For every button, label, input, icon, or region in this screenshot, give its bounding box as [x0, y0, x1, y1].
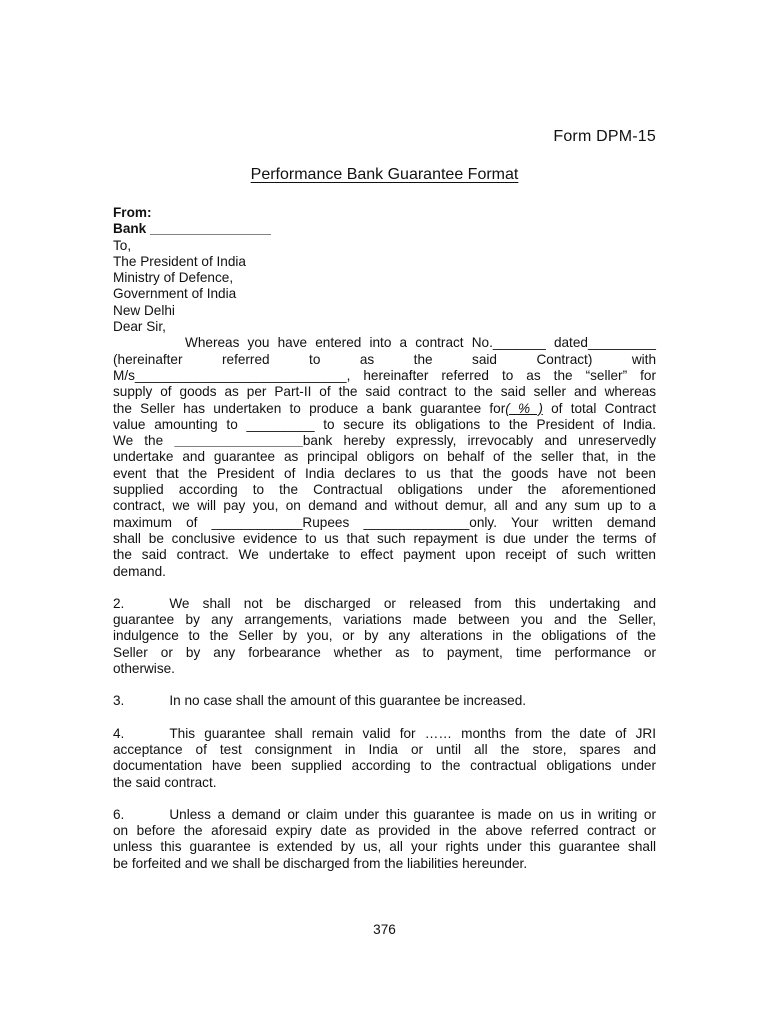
addressee-line: Ministry of Defence, — [113, 270, 234, 286]
paragraph-line: on before the aforesaid expiry date as provided in the above referred contract or — [113, 823, 656, 839]
paragraph-4 — [113, 726, 656, 791]
paragraph-line: (hereinafter referred to as the said Contract) with — [113, 351, 656, 367]
paragraph-line: the said contract. — [113, 774, 217, 790]
paragraph-line — [113, 433, 656, 449]
paragraph-line: demand. — [113, 563, 166, 579]
to-label: To, — [113, 237, 132, 253]
paragraph-line: unless this guarantee is extended by us, all your rights under this guarantee shall — [113, 839, 656, 855]
paragraph-3 — [113, 693, 656, 709]
document-title — [113, 167, 656, 183]
paragraph-line: the said contract. We undertake to effect payment upon receipt of such written — [113, 547, 656, 563]
addressee-line: New Delhi — [113, 302, 175, 318]
paragraph-6 — [113, 807, 656, 872]
paragraph-line: maximum of ____________Rupees ______________only. Your written demand — [113, 514, 656, 530]
paragraph-number: 4. — [113, 725, 125, 741]
paragraph-line-text: This guarantee shall remain valid for …… months from the date of JRI — [169, 725, 656, 741]
paragraph-line: event that the President of India declares to us that the goods have not been — [113, 465, 656, 481]
paragraph-line: be forfeited and we shall be discharged from the liabilities hereunder. — [113, 855, 528, 871]
addressee-line: Government of India — [113, 286, 237, 302]
paragraph-line-text: Unless a demand or claim under this guarantee is made on us in writing or — [169, 806, 656, 822]
page-number: 376 — [373, 922, 396, 937]
document-title-text: Performance Bank Guarantee Format — [250, 166, 519, 183]
paragraph-line: documentation have been supplied according to the contractual obligations under — [113, 758, 656, 774]
paragraph-line-text: In no case shall the amount of this guarantee be increased. — [169, 693, 527, 709]
paragraph-line: guarantee by any arrangements, variations made between you and the Seller, — [113, 612, 656, 628]
paragraph-line — [113, 596, 656, 612]
paragraph-line: supply of goods as per Part-II of the said contract to the said seller and whereas — [113, 384, 656, 400]
paragraph-line-text: We the — [113, 433, 175, 449]
paragraph-number: 6. — [113, 806, 125, 822]
paragraph-line: contract, we will pay you, on demand and without demur, all and any sum up to a — [113, 498, 656, 514]
paragraph-line — [113, 726, 656, 742]
bank-name-blank: _________________ — [174, 433, 303, 449]
paragraph-line: Seller or by any forbearance whether as to payment, time performance or — [113, 644, 656, 660]
paragraph-line — [113, 807, 656, 823]
paragraph-line: otherwise. — [113, 661, 175, 677]
paragraph-line: supplied according to the Contractual obligations under the aforementioned — [113, 482, 656, 498]
paragraph-number: 3. — [113, 693, 125, 709]
from-label: From: — [113, 205, 152, 220]
paragraph-2 — [113, 596, 656, 677]
paragraph-line-text: bank hereby expressly, irrevocably and unreservedly — [302, 433, 656, 449]
salutation: Dear Sir, — [113, 319, 166, 335]
bank-line: Bank ________________ — [113, 221, 271, 237]
paragraph-line: acceptance of test consignment in India or until all the store, spares and — [113, 741, 656, 757]
paragraph-line: Whereas you have entered into a contract No._______ dated_________ — [185, 335, 656, 351]
document-page — [113, 0, 656, 1024]
paragraph-line: value amounting to _________ to secure its obligations to the President of India. — [113, 416, 656, 432]
paragraph-1 — [113, 335, 656, 579]
paragraph-line: M/s____________________________, hereinafter referred to as the “seller” for — [113, 367, 656, 383]
form-id: Form DPM-15 — [553, 128, 656, 145]
paragraph-line — [113, 693, 656, 709]
paragraph-line: indulgence to the Seller by you, or by any alterations in the obligations of the — [113, 628, 656, 644]
paragraph-line-text: the Seller has undertaken to produce a bank guarantee for — [113, 400, 506, 416]
addressee-line: The President of India — [113, 253, 246, 269]
paragraph-line: shall be conclusive evidence to us that such repayment is due under the terms of — [113, 530, 656, 546]
paragraph-line-text: We shall not be discharged or released from this undertaking and — [169, 595, 656, 611]
percent-blank: ( % ) — [505, 400, 543, 416]
paragraph-line — [113, 401, 656, 417]
paragraph-number: 2. — [113, 595, 125, 611]
letter-body — [113, 205, 656, 872]
paragraph-line: undertake and guarantee as principal obligors on behalf of the seller that, in the — [113, 449, 656, 465]
paragraph-line-text: of total Contract — [542, 400, 656, 416]
